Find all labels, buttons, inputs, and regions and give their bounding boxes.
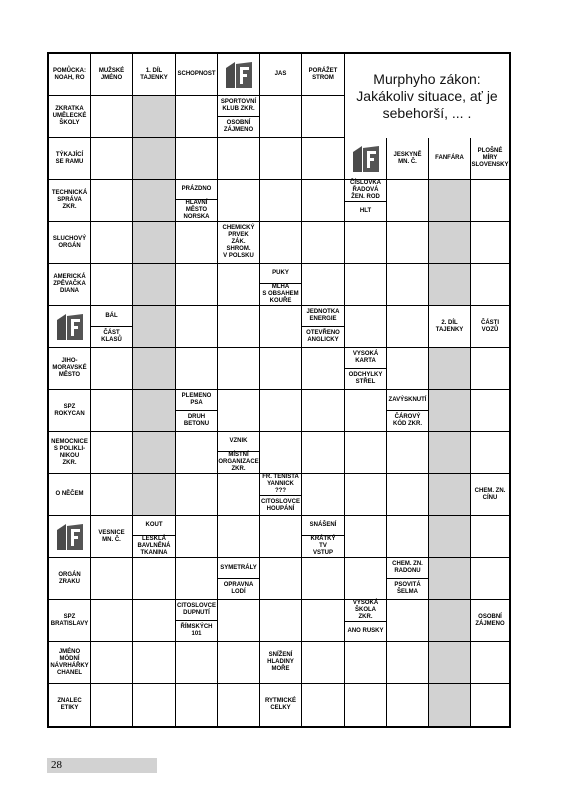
answer-cell[interactable] [218,474,260,516]
shaded-solution-cell[interactable] [429,642,471,684]
clue-bottom: DRUH BETONU [183,414,210,427]
answer-cell[interactable] [176,516,218,558]
clue-cell-split [133,516,176,558]
clue-cell: AMERICKÁ ZPĚVAČKA DIANA [49,264,91,306]
clue-cell-split [218,96,260,138]
clue-bottom: LESKLÁ BAVLNĚNÁ TKANINA [137,536,171,556]
answer-cell[interactable] [387,180,429,222]
answer-cell[interactable] [218,390,260,432]
answer-cell[interactable] [260,558,302,600]
clue-top: KOUT [133,516,175,536]
clue-cell: PORÁŽET STROM [302,54,345,96]
shaded-solution-cell[interactable] [133,180,176,222]
clue-top: VYSOKÁ KARTA [345,348,386,369]
clue-cell-split [218,432,260,474]
clue-top: FR. TENISTA YANNICK ??? [260,474,301,496]
clue-cell: ORGÁN ZRAKU [49,558,91,600]
answer-cell[interactable] [176,96,218,138]
clue-cell: SPZ ROKYCAN [49,390,91,432]
title-line-2: Jakákoliv situace, ať je [356,87,498,104]
answer-cell[interactable] [176,306,218,348]
clue-cell-split [345,180,387,222]
clue-top: PUKY [260,264,301,284]
clue-cell-split [176,390,218,432]
answer-cell[interactable] [176,558,218,600]
clue-bottom: ČÁST KLASŮ [101,330,122,343]
answer-cell[interactable] [387,222,429,264]
shaded-solution-cell[interactable] [429,348,471,390]
answer-cell[interactable] [387,516,429,558]
answer-cell[interactable] [176,684,218,726]
answer-cell[interactable] [345,222,387,264]
clue-cell: OSOBNÍ ZÁJMENO [471,600,509,642]
clue-cell-split [302,306,345,348]
shaded-solution-cell[interactable] [133,390,176,432]
answer-cell[interactable] [133,642,176,684]
clue-cell-split [387,558,429,600]
clue-cell: SNÍŽENÍ HLADINY MOŘE [260,642,302,684]
answer-cell[interactable] [218,348,260,390]
clue-cell: 1. DÍL TAJENKY [133,54,176,96]
clue-cell-split [218,558,260,600]
answer-cell[interactable] [471,222,509,264]
answer-cell[interactable] [302,432,345,474]
answer-cell[interactable] [176,432,218,474]
shaded-solution-cell[interactable] [133,222,176,264]
answer-cell[interactable] [218,180,260,222]
clue-bottom: MÍSTNÍ ORGANIZACE ZKR. [218,452,259,472]
clue-cell: JIHO- MORAVSKÉ MĚSTO [49,348,91,390]
crossword-grid [47,52,511,728]
clue-cell: SLUCHOVÝ ORGÁN [49,222,91,264]
answer-cell[interactable] [260,432,302,474]
answer-cell[interactable] [91,96,133,138]
clue-cell-split [345,600,387,642]
answer-cell[interactable] [471,558,509,600]
shaded-solution-cell[interactable] [429,180,471,222]
answer-cell[interactable] [387,474,429,516]
page-number: 28 [51,759,62,771]
shaded-solution-cell[interactable] [133,138,176,180]
clue-cell: TECHNICKÁ SPRÁVA ZKR. [49,180,91,222]
answer-cell[interactable] [302,390,345,432]
shaded-solution-cell[interactable] [429,600,471,642]
clue-bottom: HLT [359,208,372,214]
crossword-logo-icon [49,516,91,558]
clue-cell: CHEMICKÝ PRVEK ZÁK. SHROM. V POLSKU [218,222,260,264]
shaded-solution-cell[interactable] [133,432,176,474]
answer-cell[interactable] [260,348,302,390]
shaded-solution-cell[interactable] [429,432,471,474]
answer-cell[interactable] [133,684,176,726]
answer-cell[interactable] [302,264,345,306]
answer-cell[interactable] [91,558,133,600]
answer-cell[interactable] [91,348,133,390]
answer-cell[interactable] [302,642,345,684]
answer-cell[interactable] [302,558,345,600]
crossword-logo-icon [49,306,91,348]
clue-cell: CHEM. ZN. CÍNU [471,474,509,516]
clue-bottom: HLAVNÍ MĚSTO NORSKA [183,200,210,220]
clue-cell: ZKRATKA UMĚLECKÉ ŠKOLY [49,96,91,138]
answer-cell[interactable] [345,432,387,474]
answer-cell[interactable] [91,474,133,516]
clue-cell: FANFÁRA [429,138,471,180]
shaded-solution-cell[interactable] [429,222,471,264]
page-number-bar [47,758,157,773]
clue-bottom: OSOBNÍ ZÁJMENO [223,120,254,133]
answer-cell[interactable] [345,474,387,516]
clue-top: PLEMENO PSA [176,390,217,411]
answer-cell[interactable] [471,684,509,726]
answer-cell[interactable] [218,684,260,726]
clue-cell-split [302,516,345,558]
clue-bottom: CITOSLOVCE HOUPÁNÍ [261,498,300,512]
answer-cell[interactable] [218,642,260,684]
crossword-logo-icon [345,138,387,180]
answer-cell[interactable] [218,516,260,558]
clue-cell: NEMOCNICE S POLIKLI- NIKOU ZKR. [49,432,91,474]
answer-cell[interactable] [471,390,509,432]
answer-cell[interactable] [387,600,429,642]
puzzle-title [345,54,509,138]
answer-cell[interactable] [302,96,345,138]
shaded-solution-cell[interactable] [429,558,471,600]
answer-cell[interactable] [176,138,218,180]
answer-cell[interactable] [387,348,429,390]
clue-cell-split [260,474,302,516]
answer-cell[interactable] [345,684,387,726]
answer-cell[interactable] [387,642,429,684]
clue-top: VZNIK [218,432,259,452]
answer-cell[interactable] [260,222,302,264]
answer-cell[interactable] [260,96,302,138]
answer-cell[interactable] [387,432,429,474]
answer-cell[interactable] [345,558,387,600]
clue-cell: SCHOPNOST [176,54,218,96]
answer-cell[interactable] [91,684,133,726]
answer-cell[interactable] [471,348,509,390]
clue-bottom: ŘÍMSKÝCH 101 [180,624,213,637]
answer-cell[interactable] [91,390,133,432]
answer-cell[interactable] [91,138,133,180]
shaded-solution-cell[interactable] [429,264,471,306]
shaded-solution-cell[interactable] [133,474,176,516]
clue-top: JEDNOTKA ENERGIE [302,306,344,327]
answer-cell[interactable] [302,474,345,516]
shaded-solution-cell[interactable] [429,474,471,516]
answer-cell[interactable] [345,264,387,306]
clue-top: CITOSLOVCE DUPNUTÍ [176,600,217,621]
answer-cell[interactable] [302,180,345,222]
clue-cell-split [176,600,218,642]
answer-cell[interactable] [471,516,509,558]
clue-cell-split [176,180,218,222]
answer-cell[interactable] [387,306,429,348]
clue-cell-split [387,390,429,432]
shaded-solution-cell[interactable] [429,390,471,432]
clue-cell: JAS [260,54,302,96]
answer-cell[interactable] [218,138,260,180]
answer-cell[interactable] [260,180,302,222]
answer-cell[interactable] [387,684,429,726]
answer-cell[interactable] [345,306,387,348]
clue-top: SNÁŠENÍ [302,516,344,536]
shaded-solution-cell[interactable] [429,684,471,726]
answer-cell[interactable] [91,642,133,684]
clue-cell: ZNALEC ETIKY [49,684,91,726]
answer-cell[interactable] [345,516,387,558]
shaded-solution-cell[interactable] [133,264,176,306]
clue-bottom: MLHA S OBSAHEM KOUŘE [262,284,299,304]
clue-top: CHEM. ZN. RADONU [387,558,428,579]
clue-bottom: OPRAVNA LODÍ [223,582,254,595]
answer-cell[interactable] [260,390,302,432]
answer-cell[interactable] [345,642,387,684]
clue-top: VYSOKÁ ŠKOLA ZKR. [345,600,386,622]
clue-bottom: ČÁROVÝ KÓD ZKR. [393,414,422,427]
shaded-solution-cell[interactable] [133,96,176,138]
answer-cell[interactable] [302,684,345,726]
clue-cell-split [260,264,302,306]
clue-cell: TÝKAJÍCÍ SE RAMU [49,138,91,180]
clue-cell: ČÁSTI VOZŮ [471,306,509,348]
answer-cell[interactable] [387,264,429,306]
clue-top: ZAVÝSKNUTÍ [387,390,428,411]
clue-top: PRÁZDNO [176,180,217,200]
answer-cell[interactable] [218,306,260,348]
answer-cell[interactable] [176,474,218,516]
clue-bottom: OTEVŘENO ANGLICKY [306,330,340,343]
clue-cell: RYTMICKÉ CELKY [260,684,302,726]
answer-cell[interactable] [91,600,133,642]
crossword-logo-icon [218,54,260,96]
answer-cell[interactable] [302,348,345,390]
clue-bottom: KRÁTKÝ TV VSTUP [310,536,336,556]
clue-top: BÁL [91,306,132,327]
answer-cell[interactable] [302,600,345,642]
title-line-1: Murphyho zákon: [373,70,481,87]
answer-cell[interactable] [302,222,345,264]
answer-cell[interactable] [260,516,302,558]
answer-cell[interactable] [133,558,176,600]
answer-cell[interactable] [176,222,218,264]
answer-cell[interactable] [471,264,509,306]
answer-cell[interactable] [218,264,260,306]
shaded-solution-cell[interactable] [429,516,471,558]
answer-cell[interactable] [260,138,302,180]
answer-cell[interactable] [471,432,509,474]
answer-cell[interactable] [218,600,260,642]
title-line-3: sebehorší, ... . [382,104,472,121]
clue-top: ČÍSLOVKA ŘADOVÁ ŽEN. ROD [345,180,386,202]
clue-cell-split [91,306,133,348]
clue-cell: POMŮCKA: NOAH, RO [49,54,91,96]
clue-top: SPORTOVNÍ KLUB ZKR. [218,96,259,117]
clue-cell: SPZ BRATISLAVY [49,600,91,642]
answer-cell[interactable] [260,600,302,642]
clue-bottom: ODCHYLKY STŘEL [348,372,383,385]
answer-cell[interactable] [176,348,218,390]
answer-cell[interactable] [471,642,509,684]
clue-cell: VESNICE MN. Č. [91,516,133,558]
answer-cell[interactable] [133,600,176,642]
clue-bottom: PSOVITÁ ŠELMA [394,582,421,595]
clue-cell: JESKYNĚ MN. Č. [387,138,429,180]
shaded-solution-cell[interactable] [133,306,176,348]
answer-cell[interactable] [176,642,218,684]
answer-cell[interactable] [91,180,133,222]
clue-cell: 2. DÍL TAJENKY [429,306,471,348]
shaded-solution-cell[interactable] [133,348,176,390]
clue-cell: PLOŠNÉ MÍRY SLOVENSKY [471,138,509,180]
clue-cell: O NĚČEM [49,474,91,516]
answer-cell[interactable] [176,264,218,306]
clue-cell: MUŽSKÉ JMÉNO [91,54,133,96]
answer-cell[interactable] [302,138,345,180]
clue-cell-split [345,348,387,390]
clue-cell: JMÉNO MÓDNÍ NÁVRHÁŘKY CHANEL [49,642,91,684]
clue-top: SYMETRÁLY [218,558,259,579]
answer-cell[interactable] [91,432,133,474]
answer-cell[interactable] [91,222,133,264]
clue-bottom: ANO RUSKY [347,628,384,634]
answer-cell[interactable] [91,264,133,306]
answer-cell[interactable] [260,306,302,348]
answer-cell[interactable] [345,390,387,432]
answer-cell[interactable] [471,180,509,222]
